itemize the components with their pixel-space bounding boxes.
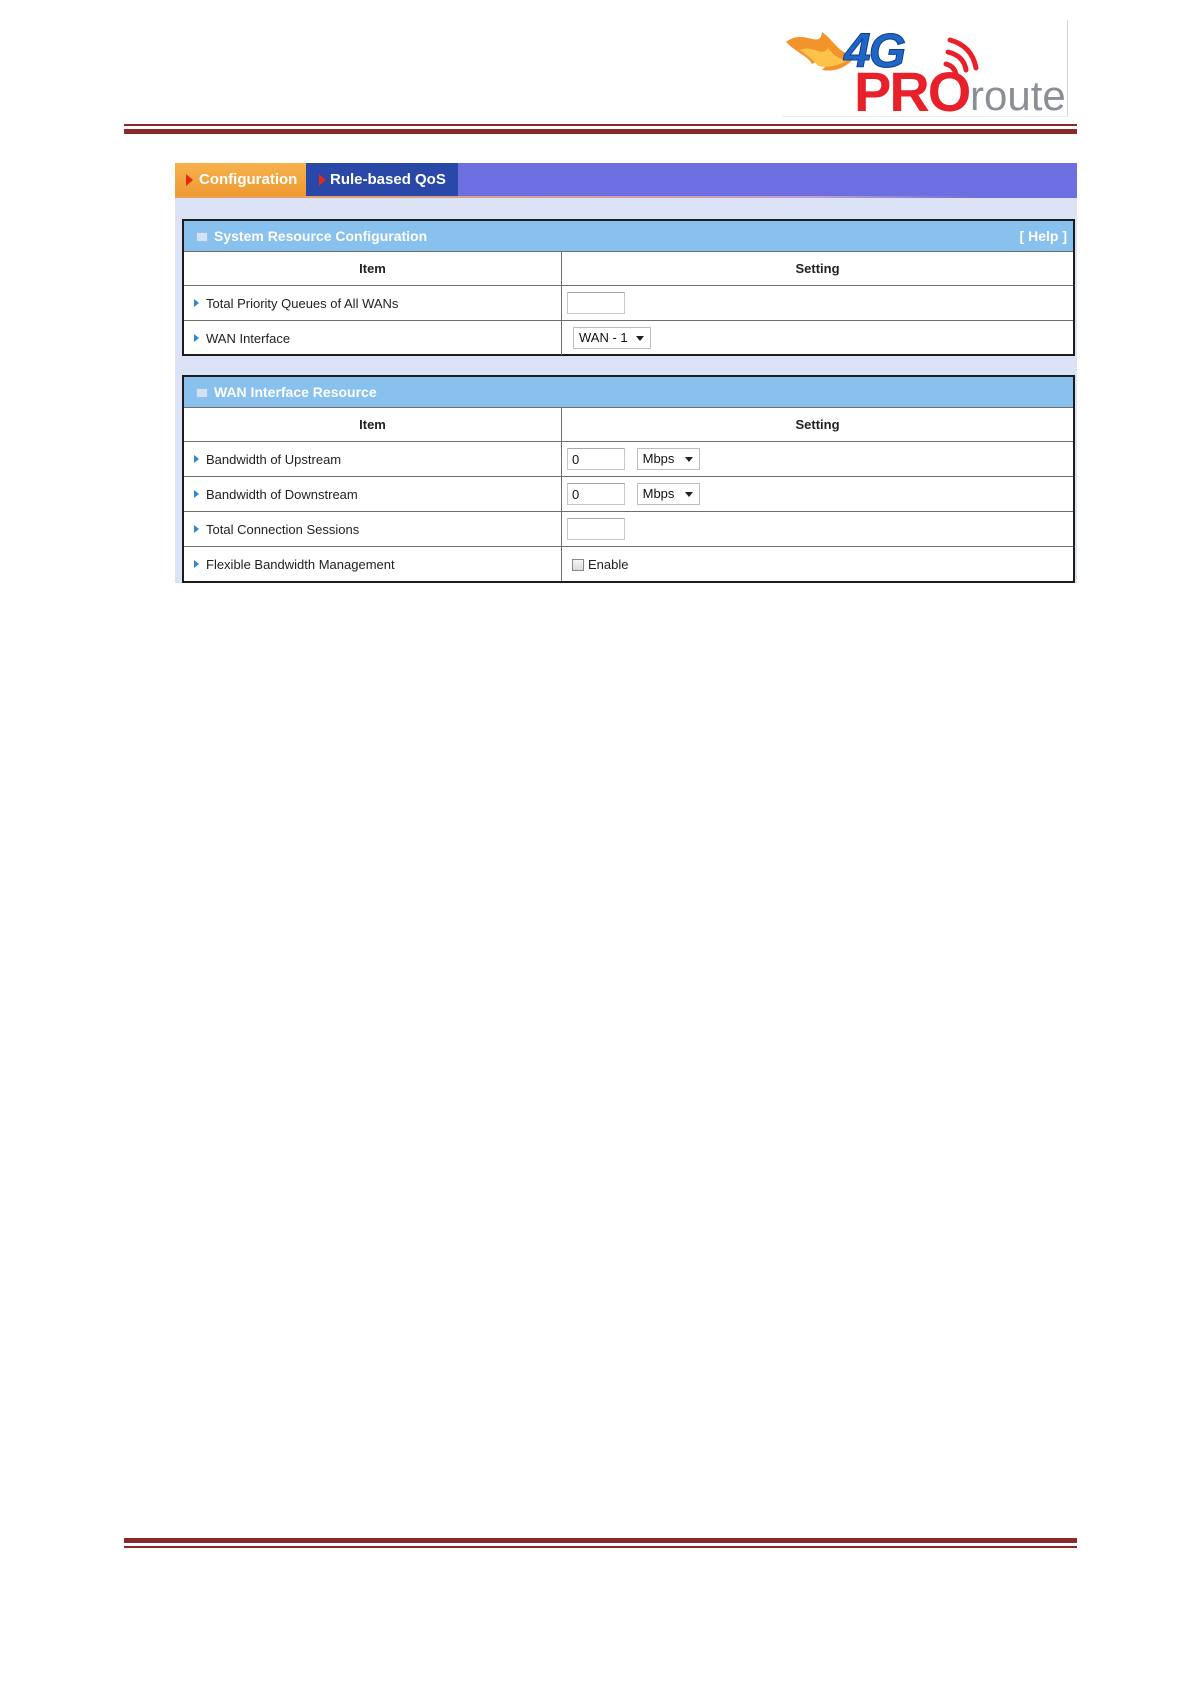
table-row — [184, 442, 1073, 477]
downstream-unit-selected: Mbps — [642, 486, 675, 501]
row-label — [184, 547, 562, 582]
row-bullet-icon — [194, 490, 199, 498]
section-square-icon — [196, 232, 208, 242]
tab-bar — [175, 163, 1077, 198]
dropdown-caret-icon — [685, 457, 693, 462]
column-header-item: Item — [184, 408, 562, 442]
tab-arrow-icon — [186, 174, 193, 186]
column-header-setting: Setting — [562, 408, 1074, 442]
help-link[interactable]: [ Help ] — [1019, 228, 1067, 244]
row-label — [184, 321, 562, 356]
row-label — [184, 442, 562, 477]
table-row — [184, 477, 1073, 512]
tab-rule-based-qos-label: Rule-based QoS — [330, 171, 446, 188]
qos-config-panel — [175, 163, 1077, 583]
section-header — [184, 221, 1073, 251]
tab-configuration[interactable] — [175, 163, 306, 196]
table-header-row — [184, 252, 1073, 286]
tab-rule-based-qos[interactable] — [306, 163, 458, 196]
row-label — [184, 286, 562, 321]
row-label-text: Bandwidth of Downstream — [206, 486, 358, 502]
table-header-row — [184, 408, 1073, 442]
logo-route: route — [970, 72, 1066, 119]
brand-logo — [782, 20, 1068, 123]
table-row — [184, 286, 1073, 321]
table-row — [184, 512, 1073, 547]
row-setting — [562, 442, 1074, 477]
section-header — [184, 377, 1073, 407]
tab-underline — [175, 196, 975, 198]
tab-configuration-label: Configuration — [199, 171, 298, 188]
column-header-item: Item — [184, 252, 562, 286]
row-bullet-icon — [194, 525, 199, 533]
table-row — [184, 321, 1073, 356]
wan-resource-table — [184, 407, 1073, 581]
row-setting — [562, 547, 1074, 582]
row-setting — [562, 512, 1074, 547]
header-rule — [124, 124, 1077, 134]
dropdown-caret-icon — [685, 492, 693, 497]
section-title: WAN Interface Resource — [214, 384, 377, 400]
column-header-setting: Setting — [562, 252, 1074, 286]
row-setting — [562, 321, 1074, 356]
upstream-unit-select[interactable] — [637, 448, 700, 470]
upstream-unit-selected: Mbps — [642, 451, 675, 466]
total-priority-queues-input[interactable] — [567, 292, 625, 314]
row-label-text: Flexible Bandwidth Management — [206, 556, 395, 572]
downstream-unit-select[interactable] — [637, 483, 700, 505]
row-label-text: Total Connection Sessions — [206, 521, 360, 537]
upstream-bandwidth-input[interactable] — [567, 448, 625, 470]
footer-rule — [124, 1538, 1077, 1548]
logo-4g: 4G — [844, 25, 905, 78]
row-bullet-icon — [194, 334, 199, 342]
row-label — [184, 512, 562, 547]
logo-pro: PRO — [854, 60, 970, 123]
total-connection-sessions-input[interactable] — [567, 518, 625, 540]
tab-arrow-icon — [319, 174, 326, 186]
wan-interface-resource-section — [182, 375, 1075, 583]
dropdown-caret-icon — [636, 336, 644, 341]
section-title: System Resource Configuration — [214, 228, 428, 244]
system-resource-section — [182, 219, 1075, 356]
row-setting — [562, 477, 1074, 512]
row-label-text: Total Priority Queues of All WANs — [206, 295, 399, 311]
wan-interface-selected: WAN - 1 — [579, 330, 628, 345]
row-bullet-icon — [194, 299, 199, 307]
table-row — [184, 547, 1073, 582]
row-label-text: WAN Interface — [206, 330, 291, 346]
enable-checkbox-label: Enable — [588, 557, 629, 573]
row-bullet-icon — [194, 455, 199, 463]
row-label-text: Bandwidth of Upstream — [206, 451, 342, 467]
row-label — [184, 477, 562, 512]
system-resource-table — [184, 251, 1073, 355]
section-square-icon — [196, 388, 208, 398]
wan-interface-select[interactable] — [573, 327, 651, 349]
row-setting — [562, 286, 1074, 321]
flexible-bandwidth-enable-checkbox[interactable] — [572, 559, 584, 571]
row-bullet-icon — [194, 560, 199, 568]
downstream-bandwidth-input[interactable] — [567, 483, 625, 505]
